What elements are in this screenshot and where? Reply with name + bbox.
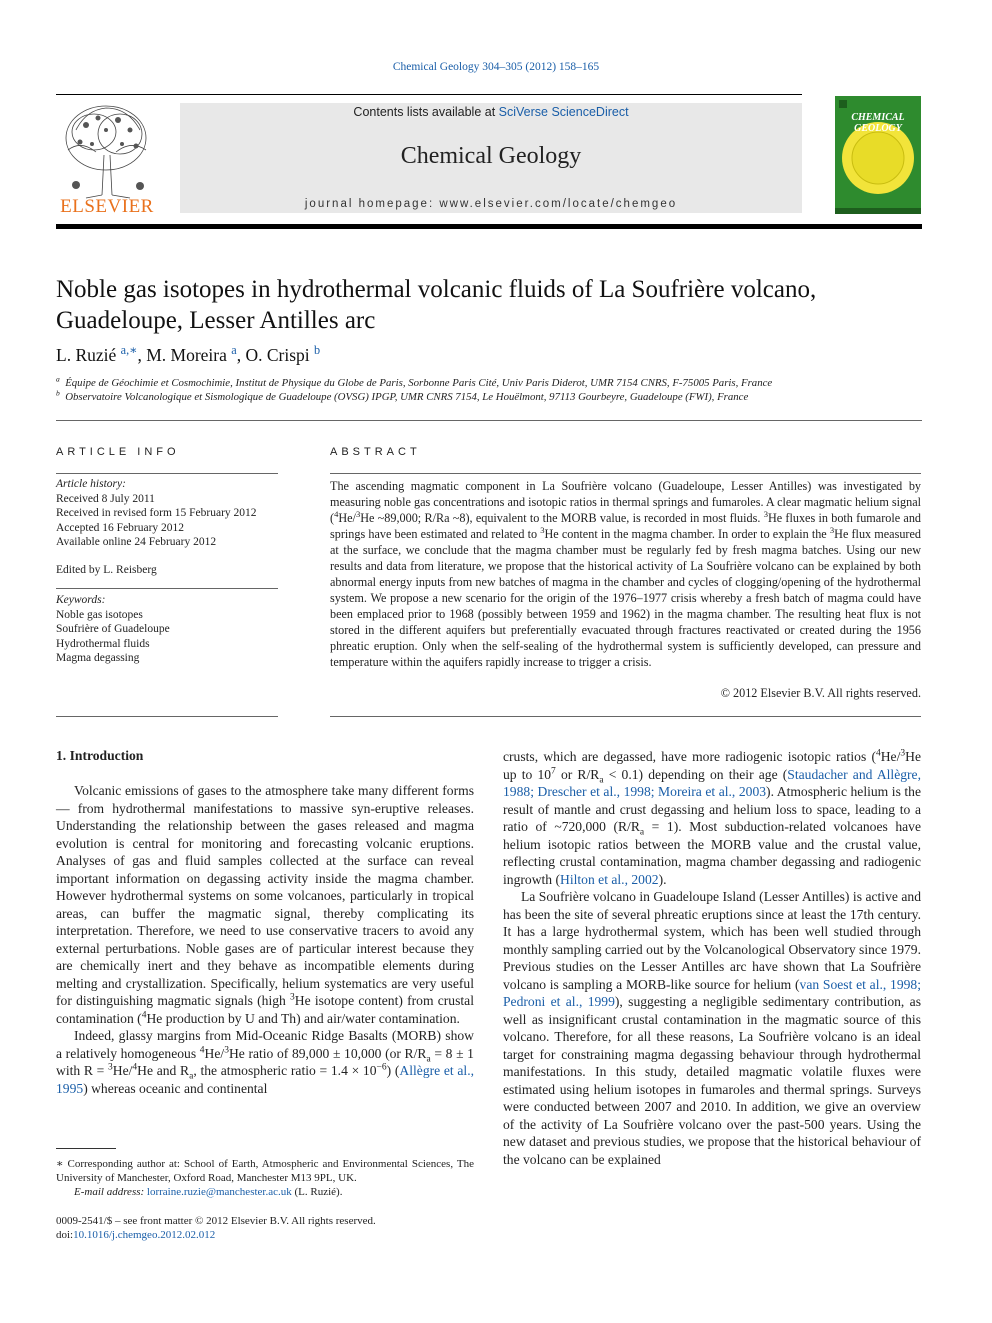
author-separator: ,: [236, 345, 246, 365]
section-heading: 1. Introduction: [56, 748, 144, 763]
article-title: [56, 274, 922, 336]
header-rule: [56, 94, 802, 95]
cover-title: [835, 112, 921, 134]
keyword-item: Soufrière of Guadeloupe: [56, 623, 170, 635]
citation-link[interactable]: van Soest et al., 1998; Pedroni et al., 1999: [503, 976, 921, 1009]
journal-homepage[interactable]: journal homepage: www.elsevier.com/locate/chemgeo: [304, 198, 678, 210]
journal-citation[interactable]: Chemical Geology 304–305 (2012) 158–165: [392, 61, 600, 73]
article-info-heading: ARTICLE INFO: [56, 446, 180, 458]
corresponding-author: ∗ Corresponding author at: School of Earth, Atmospheric and Environmental Sciences, The University of Manchester, Oxford Road, Manchester M13 9PL, UK.: [56, 1158, 474, 1184]
history-item: Received in revised form 15 February 2012: [56, 507, 257, 519]
author-affiliation-mark[interactable]: a,∗: [120, 343, 138, 358]
citation-link[interactable]: Staudacher and Allègre, 1988; Drescher et al., 1998; Moreira et al., 2003: [503, 766, 921, 799]
email-label: E-mail address:: [74, 1186, 147, 1198]
doi-label: doi:: [56, 1229, 74, 1241]
email-link[interactable]: lorraine.ruzie@manchester.ac.uk: [146, 1186, 292, 1198]
cover-title-line1: CHEMICAL: [851, 112, 905, 123]
title-line-1: Noble gas isotopes in hydrothermal volcanic fluids of La Soufrière volcano,: [56, 276, 817, 303]
keyword-item: Magma degassing: [56, 652, 140, 664]
paragraph: La Soufrière volcano in Guadeloupe Island (Lesser Antilles) is active and has been the site of several phreatic eruptions since at least the 17th century. It has a large hydrothermal system, which has been well studied through monthly sampling carried out by the Volcanological Observatory since 1979. Previous studies on the Lesser Antilles arc have shown that La Soufrière volcano is sampling a MORB-like source for helium (van Soest et al., 1998; Pedroni et al., 1999), suggesting a negligible sedimentary contribution, as well as insignificant crustal contamination in the magmatic source of this volcano. Therefore, for all these reasons, La Soufrière volcano is an ideal target for constraining magma degassing behaviour through hydrothermal manifestations. In this study, detailed magmatic volatile fluxes were estimated using helium isotopes in fumaroles and thermal springs. Surveys were conducted between 2007 and 2010. In addition, we give an overview of the activity of La Soufrière volcano over the past-500 years. Using the new dataset and previous studies, we propose that the historical behaviour of the volcano can be explained: [503, 889, 921, 1167]
keyword-item: Hydrothermal fluids: [56, 637, 150, 650]
affiliation-mark: a: [56, 374, 60, 384]
intro-left-column: [56, 782, 474, 1097]
divider: [56, 588, 278, 589]
divider: [330, 473, 921, 474]
abstract-heading: ABSTRACT: [330, 446, 421, 458]
footnote-rule: [56, 1148, 116, 1149]
elsevier-logo: [56, 100, 158, 218]
email-suffix: (L. Ruzié).: [291, 1186, 343, 1198]
history-item: Received 8 July 2011: [56, 492, 155, 505]
affiliation-b: [56, 388, 749, 403]
paragraph: crusts, which are degassed, have more radiogenic isotopic ratios ($^4$He/$^3$He up to $10^7$ or $R/R_a < 0.1$) depending on their age (Staudacher and Allègre, 1988; Drescher et al., 1998; Moreira et al., 2003). Atmospheric helium is the result of mantle and crust degassing and helium loss to space, leading to a ratio of ~720,000 $(R/R_a = 1)$. Most subduction-related volcanoes have helium isotopic ratios between the MORB value and the crustal value, reflecting crustal contamination, magma chamber degassing and radiogenic ingrowth (Hilton et al., 2002).: [503, 748, 921, 887]
history-item: Accepted 16 February 2012: [56, 521, 185, 534]
author-affiliation-mark[interactable]: b: [314, 343, 321, 358]
divider: [330, 716, 921, 717]
sciencedirect-link[interactable]: SciVerse ScienceDirect: [498, 105, 629, 119]
journal-name: Chemical Geology: [400, 143, 582, 169]
affiliation-text: Observatoire Volcanologique et Sismologique de Guadeloupe (OVSG) IPGP, UMR CNRS 7154, Le Houëlmont, 97113 Gourbeyre, Guadeloupe (FWI), France: [65, 391, 749, 403]
affiliation-a: [56, 374, 773, 389]
issn-line: 0009-2541/$ – see front matter © 2012 Elsevier B.V. All rights reserved.: [56, 1215, 376, 1227]
doi-line: [56, 1228, 215, 1242]
divider: [56, 420, 922, 421]
copyright: © 2012 Elsevier B.V. All rights reserved.: [720, 686, 921, 700]
author-name: M. Moreira: [146, 345, 227, 365]
contents-line: [180, 105, 802, 119]
article-history: [56, 477, 278, 550]
author-separator: ,: [137, 345, 147, 365]
author-list: [56, 345, 320, 366]
affiliation-text: Équipe de Géochimie et Cosmochimie, Institut de Physique du Globe de Paris, Sorbonne Paris Cité, Univ Paris Diderot, UMR 7154 CNRS, F-75005 Paris, France: [65, 377, 773, 389]
contents-prefix: Contents lists available at: [353, 105, 499, 119]
history-item: Available online 24 February 2012: [56, 536, 217, 548]
keywords-label: Keywords:: [56, 594, 106, 606]
paragraph: Indeed, glassy margins from Mid-Oceanic Ridge Basalts (MORB) show a relatively homogeneous $^4$He/$^3$He ratio of 89,000 ± 10,000 (or $R/R_a = 8 \pm 1$ with R = $^3$He/$^4$He and $R_a$, the atmospheric ratio = $1.4 \times 10^{-6}$) (Allègre et al., 1995) whereas oceanic and continental: [56, 1028, 474, 1096]
history-label: Article history:: [56, 478, 126, 490]
elsevier-wordmark: ELSEVIER: [60, 196, 154, 217]
divider: [56, 473, 278, 474]
citation-link[interactable]: Hilton et al., 2002: [560, 871, 659, 887]
paragraph: Volcanic emissions of gases to the atmosphere take many different forms — from hydrothermal manifestations to massive syn-eruptive releases. Understanding the relationship between the gases released and magma evolution is central for monitoring and forecasting volcanic eruptions. Analyses of gas and fluid samples collected at the surface can reveal important information on degassing activity inside the magma chamber. However hydrothermal systems on some volcanoes, particularly in tropical areas, can buffer the magmatic signal, thereby complicating its interpretation. Therefore, we need to use conservative tracers to avoid any external perturbations. Noble gases are of particular interest because they are chemically inert and they behave as incompatible elements during melting and crystallization. Specifically, helium systematics are very useful for distinguishing magmatic signals (high $^3$He isotope content) from crustal contamination ($^4$He production by U and Th) and air/water contamination.: [56, 783, 474, 1026]
cover-title-line2: GEOLOGY: [854, 123, 902, 134]
edited-by: Edited by L. Reisberg: [56, 564, 157, 576]
keywords: [56, 593, 278, 666]
author-name: O. Crispi: [245, 345, 310, 365]
citation-link[interactable]: Allègre et al., 1995: [56, 1063, 474, 1096]
keyword-item: Noble gas isotopes: [56, 608, 143, 621]
affiliation-mark: b: [56, 388, 60, 398]
title-line-2: Guadeloupe, Lesser Antilles arc: [56, 307, 376, 334]
journal-cover-image: [835, 96, 921, 214]
doi-link[interactable]: 10.1016/j.chemgeo.2012.02.012: [73, 1229, 216, 1241]
intro-right-column: [503, 748, 921, 1168]
author-name: L. Ruzié: [56, 345, 117, 365]
abstract-text: The ascending magmatic component in La Soufrière volcano (Guadeloupe, Lesser Antilles) was investigated by measuring noble gas concentrations and isotopic ratios in thermal springs and fumaroles. A clear magmatic helium signal ($^4$He/$^3$He ~89,000; R/Ra ~8), equivalent to the MORB value, is recorded in most fluids. $^3$He fluxes in both fumarole and springs have been estimated and related to $^3$He content in the magma chamber. In order to explain the $^3$He flux measured at the surface, we conclude that the magma chamber must be regularly fed by fresh magma batches. Using our new results and data from literature, we propose that the historical activity of La Soufrière volcano can be explained by both abnormal energy inputs from new batches of magma in the chamber and cycles of clogging/opening of the hydrothermal system. We propose a new scenario for the origin of the 1976–1977 crisis whereby a fresh batch of magma could have been emplaced prior to 1968 (possibly between 1959 and 1962) in the magma chamber. The resulting heat flux is not stored in the different aquifers but preferentially evacuated through fractures reactivated or created during the 1956 phreatic eruption. Only when the self-sealing of the hydrothermal system is sufficiently developed, can pressure and temperature within the aquifers rapidly increase to trigger a crisis.: [330, 479, 922, 669]
header-thick-rule: [56, 224, 922, 229]
divider: [56, 716, 278, 717]
author-affiliation-mark[interactable]: a: [231, 343, 237, 358]
footnote-corresponding: [56, 1157, 474, 1199]
